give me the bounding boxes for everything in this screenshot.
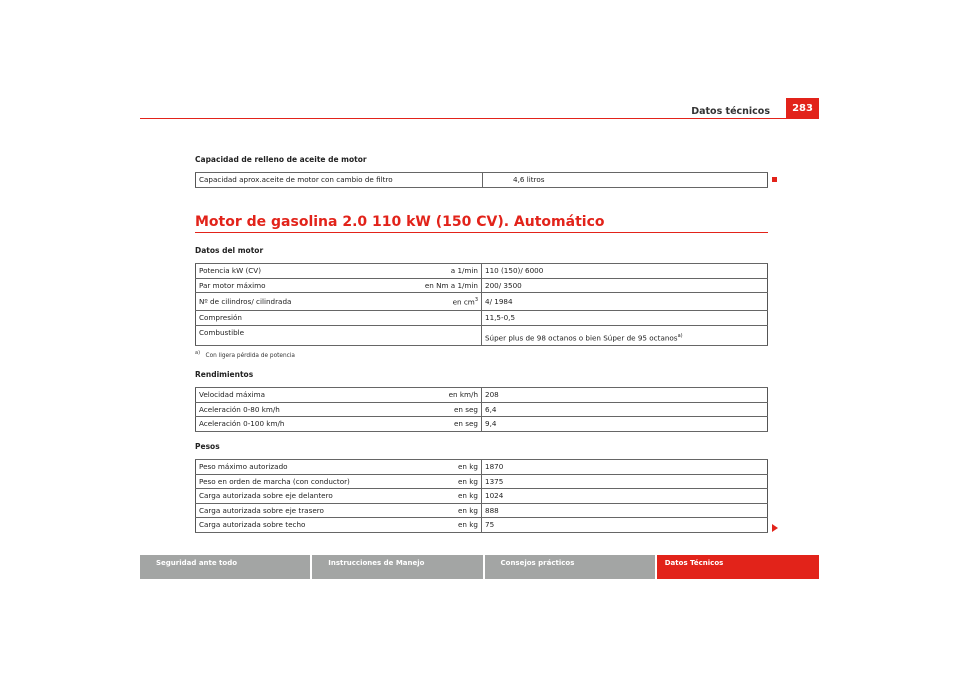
table-row — [196, 417, 768, 432]
row-value: 9,4 — [482, 417, 768, 432]
row-value — [482, 325, 768, 345]
row-name: Peso máximo autorizado — [196, 460, 383, 475]
row-value: 1024 — [482, 489, 768, 504]
table-row — [196, 489, 768, 504]
row-unit: a 1/min — [382, 264, 482, 279]
footnote — [195, 350, 295, 359]
row-name: Compresión — [196, 311, 383, 326]
row-unit: en kg — [382, 489, 482, 504]
unit-text: en cm — [452, 297, 475, 307]
weights-table — [195, 459, 768, 533]
engine-data-label: Datos del motor — [195, 246, 264, 255]
footer-tab-consejos[interactable]: Consejos prácticos — [485, 555, 655, 579]
table-row — [196, 325, 768, 345]
table-row — [196, 460, 768, 475]
page-number: 283 — [786, 98, 819, 118]
row-unit: en Nm a 1/min — [382, 278, 482, 293]
row-unit — [382, 293, 482, 311]
row-value: 208 — [482, 388, 768, 403]
table-row — [196, 293, 768, 311]
row-value: 4,6 litros — [483, 173, 768, 188]
weights-label: Pesos — [195, 442, 220, 451]
section-end-marker — [772, 177, 777, 182]
row-unit: en seg — [382, 402, 482, 417]
row-value: 6,4 — [482, 402, 768, 417]
row-unit — [382, 325, 482, 345]
row-name: Carga autorizada sobre techo — [196, 518, 383, 533]
performance-table — [195, 387, 768, 432]
row-value: 4/ 1984 — [482, 293, 768, 311]
row-value: 11,5-0,5 — [482, 311, 768, 326]
section-title: Motor de gasolina 2.0 110 kW (150 CV). Automático — [195, 214, 605, 230]
row-unit: en km/h — [382, 388, 482, 403]
footnote-ref: a) — [677, 333, 683, 340]
row-value: 888 — [482, 503, 768, 518]
oil-capacity-table — [195, 172, 768, 188]
row-value: 110 (150)/ 6000 — [482, 264, 768, 279]
row-unit: en kg — [382, 518, 482, 533]
value-text: Súper plus de 98 octanos o bien Súper de 95 octanos — [485, 333, 678, 343]
row-unit: en kg — [382, 460, 482, 475]
table-row — [196, 388, 768, 403]
row-name: Nº de cilindros/ cilindrada — [196, 293, 383, 311]
footer-tab-datos-tecnicos[interactable]: Datos Técnicos — [657, 555, 819, 579]
row-unit: en seg — [382, 417, 482, 432]
footer-tab-instrucciones[interactable]: Instrucciones de Manejo — [312, 555, 482, 579]
row-name: Aceleración 0-100 km/h — [196, 417, 383, 432]
table-row — [196, 474, 768, 489]
footer-tab-seguridad[interactable]: Seguridad ante todo — [140, 555, 310, 579]
footnote-mark: a) — [195, 350, 201, 356]
row-name: Combustible — [196, 325, 383, 345]
row-name: Carga autorizada sobre eje delantero — [196, 489, 383, 504]
row-value: 200/ 3500 — [482, 278, 768, 293]
table-row — [196, 278, 768, 293]
continue-arrow-icon — [772, 524, 778, 532]
table-row — [196, 402, 768, 417]
table-row — [196, 503, 768, 518]
header-rule — [140, 118, 819, 119]
row-name: Peso en orden de marcha (con conductor) — [196, 474, 383, 489]
oil-capacity-label: Capacidad de relleno de aceite de motor — [195, 155, 367, 164]
row-unit — [382, 311, 482, 326]
row-name: Velocidad máxima — [196, 388, 383, 403]
table-row — [196, 518, 768, 533]
section-rule — [195, 232, 768, 233]
row-value: 75 — [482, 518, 768, 533]
row-value: 1870 — [482, 460, 768, 475]
table-row — [196, 311, 768, 326]
row-name: Capacidad aprox.aceite de motor con cambio de filtro — [196, 173, 483, 188]
table-row — [196, 173, 768, 188]
engine-data-table — [195, 263, 768, 346]
page-header-title: Datos técnicos — [691, 106, 770, 117]
footer-nav — [140, 555, 819, 579]
row-name: Aceleración 0-80 km/h — [196, 402, 383, 417]
table-row — [196, 264, 768, 279]
performance-label: Rendimientos — [195, 370, 254, 379]
row-name: Par motor máximo — [196, 278, 383, 293]
row-name: Carga autorizada sobre eje trasero — [196, 503, 383, 518]
row-unit: en kg — [382, 474, 482, 489]
row-name: Potencia kW (CV) — [196, 264, 383, 279]
footnote-text: Con ligera pérdida de potencia — [205, 352, 295, 359]
unit-superscript: 3 — [474, 296, 478, 303]
row-value: 1375 — [482, 474, 768, 489]
row-unit: en kg — [382, 503, 482, 518]
